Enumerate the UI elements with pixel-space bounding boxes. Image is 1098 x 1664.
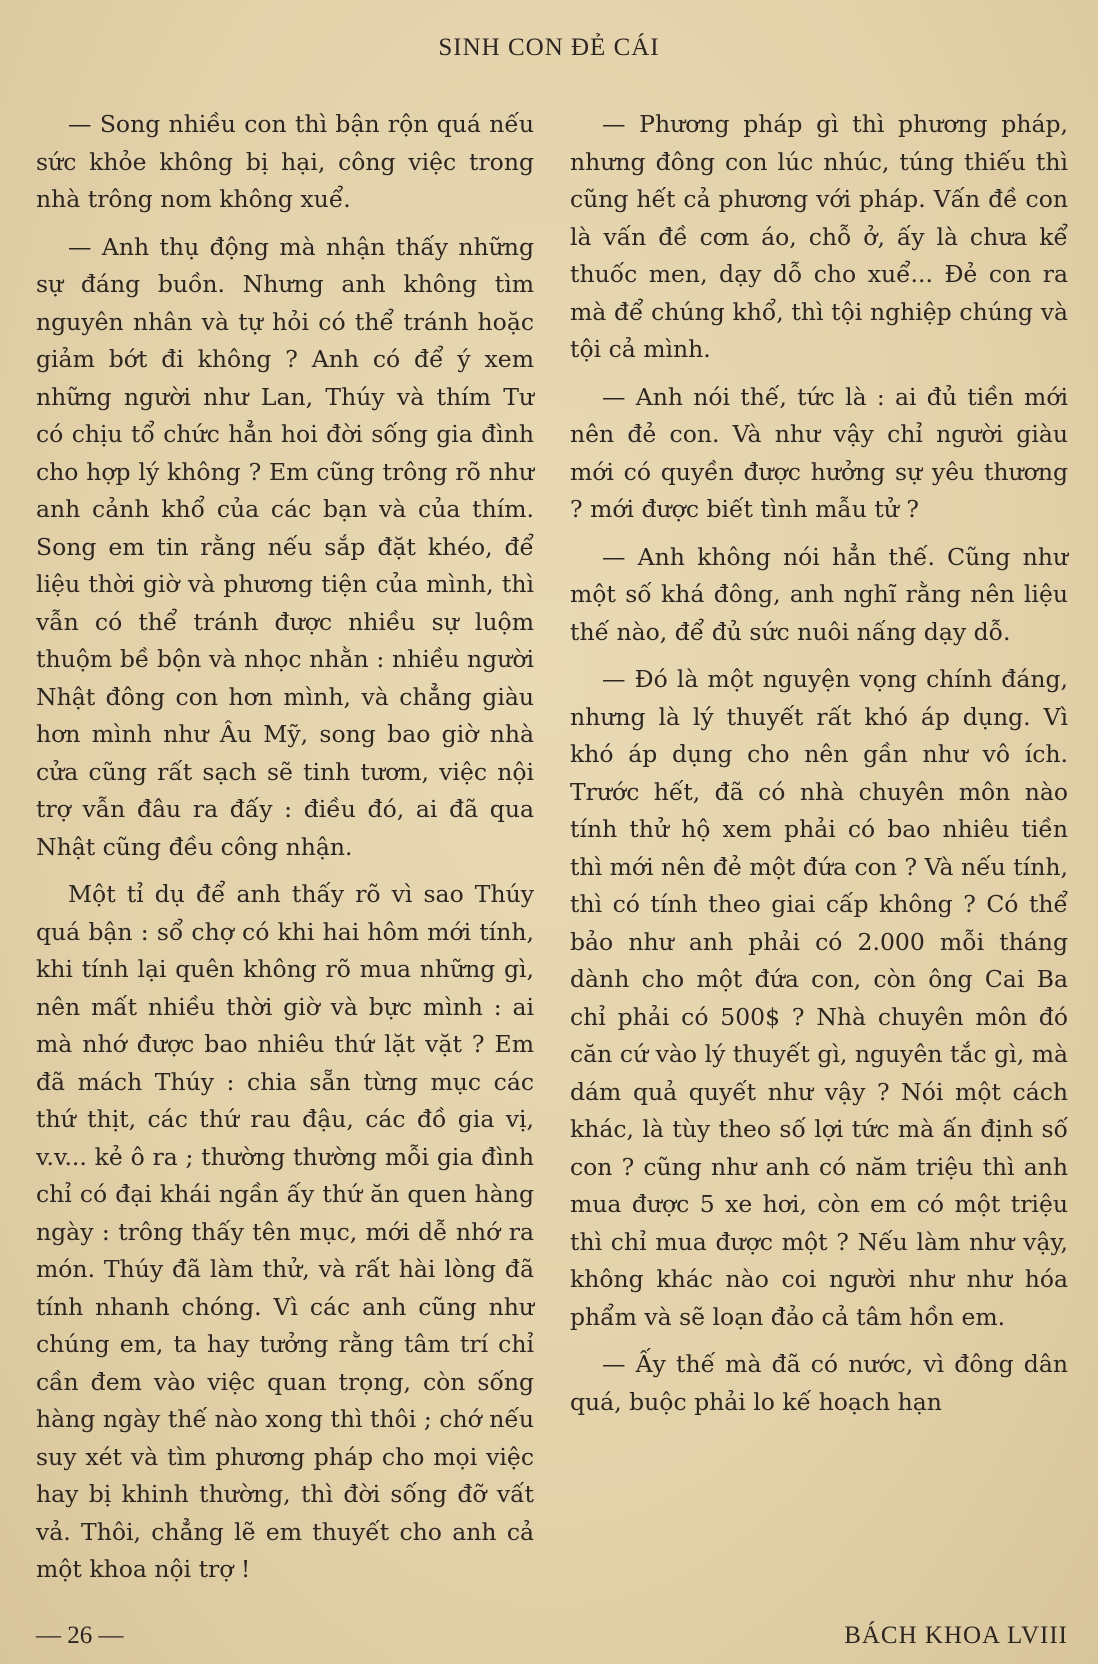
- paragraph: — Ấy thế mà đã có nước, vì đông dân quá, buộc phải lo kế hoạch hạn: [570, 1350, 1068, 1416]
- paragraph: — Đó là một nguyện vọng chính đáng, nhưng là lý thuyết rất khó áp dụng. Vì khó áp dụng cho nên gần như vô ích. Trước hết, đã có nhà chuyên môn nào tính thử hộ xem phải có bao nhiêu tiền thì mới nên đẻ một đứa con ? Và nếu tính, thì có tính theo giai cấp không ? Có thể bảo như anh phải có 2.000 mỗi tháng dành cho một đứa con, còn ông Cai Ba chỉ phải có 500$ ? Nhà chuyên môn đó căn cứ vào lý thuyết gì, nguyên tắc gì, mà dám quả quyết như vậy ? Nói một cách khác, là tùy theo số lợi tức mà ấn định số con ? cũng như anh có năm triệu thì anh mua được 5 xe hơi, còn em có một triệu thì chỉ mua được một ? Nếu làm như vậy, không khác nào coi người như như hóa phẩm và sẽ loạn đảo cả tâm hồn em.: [570, 665, 1068, 1331]
- paragraph: — Anh không nói hẳn thế. Cũng như một số khá đông, anh nghĩ rằng nên liệu thế nào, để đủ sức nuôi nấng dạy dỗ.: [570, 542, 1068, 646]
- left-column: [36, 106, 534, 1599]
- paragraph: — Anh thụ động mà nhận thấy những sự đáng buồn. Nhưng anh không tìm nguyên nhân và tự hỏi có thể tránh hoặc giảm bớt đi không ? Anh có để ý xem những người như Lan, Thúy và thím Tư có chịu tổ chức hẳn hoi đời sống gia đình cho hợp lý không ? Em cũng trông rõ như anh cảnh khổ của các bạn và của thím. Song em tin rằng nếu sắp đặt khéo, để liệu thời giờ và phương tiện của mình, thì vẫn có thể tránh được nhiều sự luộm thuộm bề bộn và nhọc nhằn : nhiều người Nhật đông con hơn mình, và chẳng giàu hơn mình như Âu Mỹ, song bao giờ nhà cửa cũng rất sạch sẽ tinh tươm, việc nội trợ vẫn đâu ra đấy : điều đó, ai đã qua Nhật cũng đều công nhận.: [36, 232, 534, 861]
- paragraph: — Phương pháp gì thì phương pháp, nhưng đông con lúc nhúc, túng thiếu thì cũng hết cả phương với pháp. Vấn đề con là vấn đề cơm áo, chỗ ở, ấy là chưa kể thuốc men, dạy dỗ cho xuể... Đẻ con ra mà để chúng khổ, thì tội nghiệp chúng và tội cả mình.: [570, 110, 1068, 363]
- page-number: — 26 —: [36, 1622, 124, 1649]
- paragraph: — Song nhiều con thì bận rộn quá nếu sức khỏe không bị hại, công việc trong nhà trông nom không xuể.: [36, 110, 534, 213]
- running-header: SINH CON ĐẺ CÁI: [438, 34, 660, 61]
- right-column: [570, 106, 1068, 1431]
- publication-name: BÁCH KHOA LVIII: [844, 1622, 1068, 1649]
- paragraph: Một tỉ dụ để anh thấy rõ vì sao Thúy quá bận : sổ chợ có khi hai hôm mới tính, khi tính lại quên không rõ mua những gì, nên mất nhiều thời giờ và bực mình : ai mà nhớ được bao nhiêu thứ lặt vặt ? Em đã mách Thúy : chia sẵn từng mục các thứ thịt, các thứ rau đậu, các đồ gia vị, v.v... kẻ ô ra ; thường thường mỗi gia đình chỉ có đại khái ngần ấy thứ ăn quen hàng ngày : trông thấy tên mục, mới dễ nhớ ra món. Thúy đã làm thử, và rất hài lòng đã tính nhanh chóng. Vì các anh cũng như chúng em, ta hay tưởng rằng tâm trí chỉ cần đem vào việc quan trọng, còn sống hàng ngày thế nào xong thì thôi ; chớ nếu suy xét và tìm phương pháp cho mọi việc hay bị khinh thường, thì đời sống đỡ vất vả. Thôi, chẳng lẽ em thuyết cho anh cả một khoa nội trợ !: [36, 880, 534, 1583]
- paragraph: — Anh nói thế, tức là : ai đủ tiền mới nên đẻ con. Và như vậy chỉ người giàu mới có quyền được hưởng sự yêu thương ? mới được biết tình mẫu tử ?: [570, 382, 1068, 523]
